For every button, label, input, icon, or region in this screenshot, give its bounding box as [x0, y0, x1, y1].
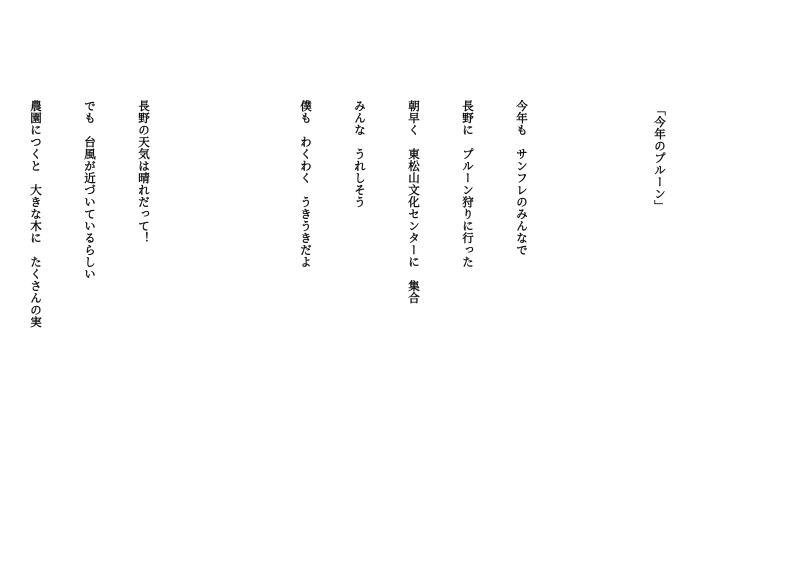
poem-line: みんな うれしそう	[353, 100, 367, 208]
stanza-2	[0, 100, 189, 540]
poem-line: 朝早く 東松山文化センターに 集合	[407, 100, 421, 304]
poem-line: 長野の天気は晴れだって！	[137, 100, 151, 244]
poem-line: 僕も わくわく うきうきだよ	[299, 100, 313, 268]
poem-line: 今年も サンフレのみんなで	[515, 100, 529, 256]
poem-line: でも 台風が近づいているらしい	[83, 100, 97, 280]
stanza-1	[261, 100, 567, 540]
poem	[0, 100, 705, 540]
poem-line: 農園につくと 大きな木に たくさんの実	[29, 100, 43, 328]
poem-line: 長野に プルーン狩りに行った	[461, 100, 475, 268]
poem-title: 「今年のプルーン」	[653, 104, 667, 212]
